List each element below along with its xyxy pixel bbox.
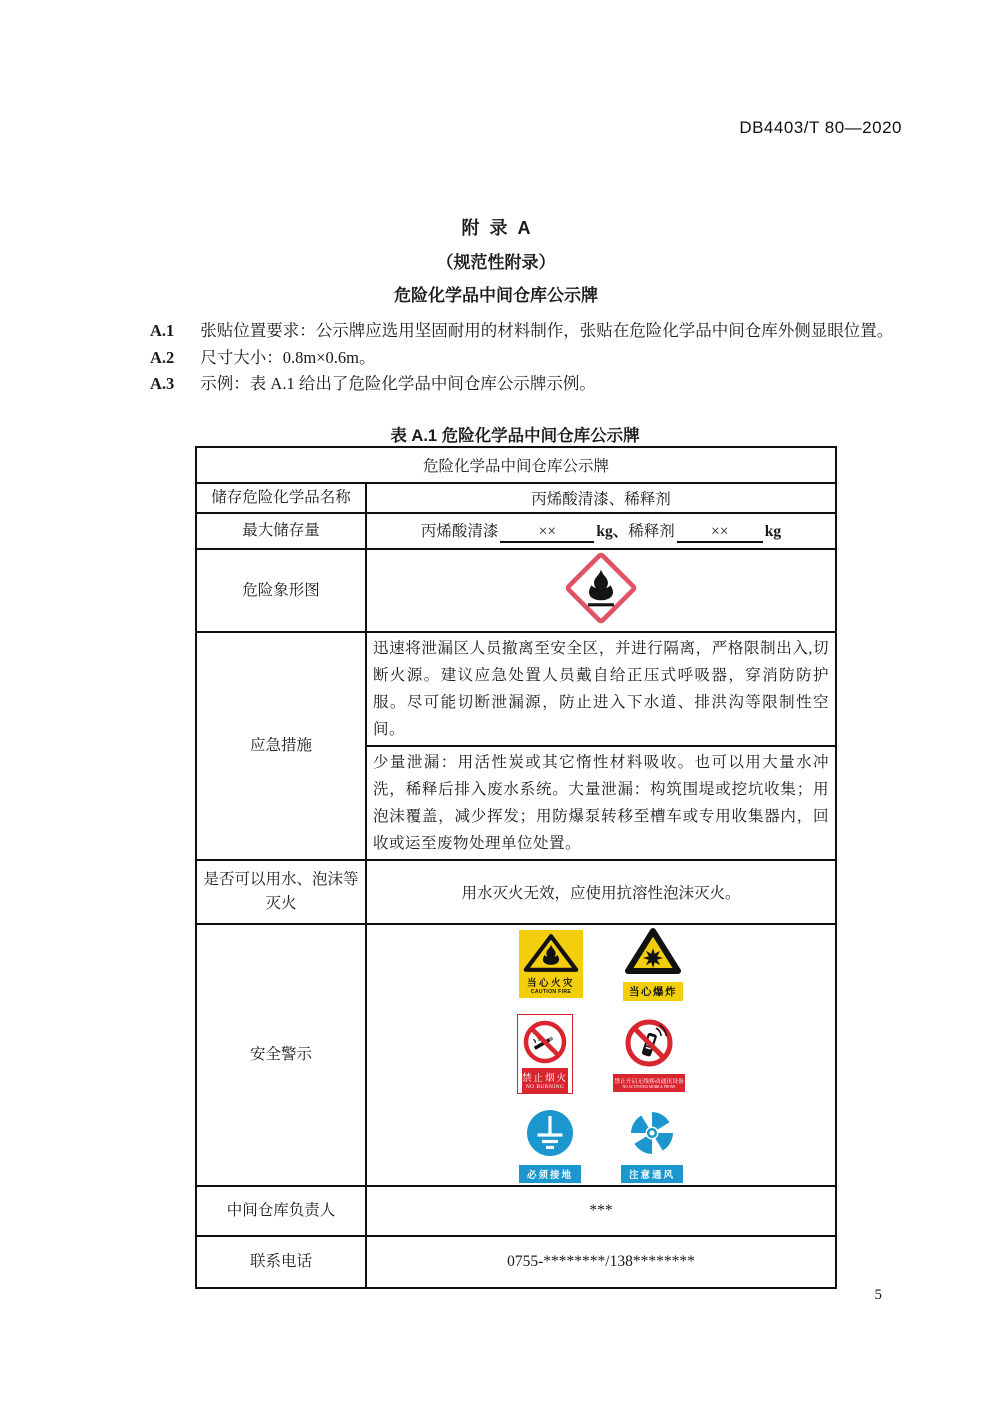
appendix-heading: 危险化学品中间仓库公示牌 bbox=[394, 286, 598, 305]
no-burning-sign bbox=[517, 1014, 573, 1094]
appendix-title: 附 录 A bbox=[461, 218, 531, 238]
phone-label: 联系电话 bbox=[196, 1236, 366, 1288]
ventilation-icon bbox=[626, 1107, 678, 1159]
no-burning-label: 禁止烟火 bbox=[522, 1074, 569, 1084]
caution-fire-sign bbox=[519, 930, 583, 998]
emergency-label: 应急措施 bbox=[196, 632, 366, 860]
caution-fire-icon bbox=[523, 933, 579, 973]
max-storage-value bbox=[366, 513, 836, 549]
clause-a2-text: 尺寸大小：0.8m×0.6m。 bbox=[200, 347, 376, 367]
clause-a1 bbox=[110, 318, 902, 345]
clause-a3-text: 示例：表 A.1 给出了危险化学品中间仓库公示牌示例。 bbox=[200, 374, 596, 393]
max-item1: 丙烯酸清漆 bbox=[420, 523, 499, 541]
no-mobile-phone-sign bbox=[613, 1017, 685, 1092]
ventilation-sign bbox=[621, 1107, 683, 1183]
chemical-name-label: 储存危险化学品名称 bbox=[196, 483, 366, 513]
max-unit1: kg、 bbox=[596, 523, 629, 541]
no-mobile-phone-band bbox=[613, 1074, 685, 1092]
page-number: 5 bbox=[874, 1287, 882, 1303]
clause-a1-text: 张贴位置要求：公示牌应选用坚固耐用的材料制作，张贴在危险化学品中间仓库外侧显眼位置。 bbox=[200, 321, 894, 340]
emergency-text-1: 迅速将泄漏区人员撤离至安全区，并进行隔离，严格限制出入,切断火源。建议应急处置人员戴自给正压式呼吸器，穿消防防护服。尽可能切断泄漏源，防止进入下水道、排洪沟等限制性空间。 bbox=[366, 632, 836, 746]
no-mobile-phone-icon bbox=[623, 1017, 675, 1069]
no-mobile-phone-sublabel: NO ACTIVATED MOBILE PHONE bbox=[622, 1084, 676, 1089]
manager-label: 中间仓库负责人 bbox=[196, 1186, 366, 1236]
clause-a2-number: A.2 bbox=[150, 347, 175, 367]
extinguish-value: 用水灭火无效，应使用抗溶性泡沫灭火。 bbox=[366, 860, 836, 924]
pictogram-label: 危险象形图 bbox=[196, 549, 366, 632]
caution-explosion-icon bbox=[625, 927, 681, 975]
emergency-text-2: 少量泄漏：用活性炭或其它惰性材料吸收。也可以用大量水冲洗，稀释后排入废水系统。大量泄漏：构筑围堤或挖坑收集；用泡沫覆盖，减少挥发；用防爆泵转移至槽车或专用收集器内，回收或运至废物处理单位处置。 bbox=[366, 746, 836, 860]
manager-value: *** bbox=[366, 1186, 836, 1236]
notice-board-table bbox=[195, 446, 837, 1289]
safety-signs-cell bbox=[366, 924, 836, 1186]
max-unit2: kg bbox=[764, 523, 782, 541]
clause-a1-number: A.1 bbox=[150, 321, 175, 340]
ventilation-label: 注意通风 bbox=[621, 1165, 683, 1183]
pictogram-cell bbox=[366, 549, 836, 632]
clause-a3 bbox=[110, 371, 902, 398]
table-title-cell: 危险化学品中间仓库公示牌 bbox=[196, 447, 836, 483]
appendix-subtitle: （规范性附录） bbox=[436, 253, 556, 272]
caution-explosion-sign bbox=[623, 927, 683, 1001]
must-ground-sign bbox=[519, 1107, 581, 1183]
no-burning-icon bbox=[522, 1019, 568, 1065]
no-burning-band bbox=[522, 1068, 568, 1093]
clause-a3-number: A.3 bbox=[150, 374, 175, 393]
clause-a2 bbox=[110, 345, 902, 372]
extinguish-label: 是否可以用水、泡沫等灭火 bbox=[196, 860, 366, 924]
standard-number: DB4403/T 80—2020 bbox=[739, 118, 902, 137]
must-ground-label: 必须接地 bbox=[519, 1165, 581, 1183]
appendix-title-block bbox=[0, 214, 992, 306]
max-amount1-blank: ×× bbox=[500, 523, 594, 543]
must-ground-icon bbox=[524, 1107, 576, 1159]
max-storage-label: 最大储存量 bbox=[196, 513, 366, 549]
clause-list bbox=[110, 318, 902, 398]
ghs-flame-pictogram-icon bbox=[564, 552, 638, 624]
caution-fire-sublabel: CAUTION FIRE bbox=[530, 989, 572, 995]
table-caption: 表 A.1 危险化学品中间仓库公示牌 bbox=[390, 427, 640, 445]
no-mobile-phone-label: 禁止开启无线移动通讯设备 bbox=[614, 1078, 684, 1085]
caution-explosion-label: 当心爆炸 bbox=[623, 982, 683, 1001]
chemical-name-value: 丙烯酸清漆、稀释剂 bbox=[366, 483, 836, 513]
phone-value: 0755-********/138******** bbox=[366, 1236, 836, 1288]
caution-fire-label: 当心火灾 bbox=[526, 978, 575, 989]
safety-warning-label: 安全警示 bbox=[196, 924, 366, 1186]
no-burning-sublabel: NO BURNING bbox=[525, 1084, 565, 1090]
max-item2: 稀释剂 bbox=[628, 523, 675, 541]
max-amount2-blank: ×× bbox=[677, 523, 763, 543]
